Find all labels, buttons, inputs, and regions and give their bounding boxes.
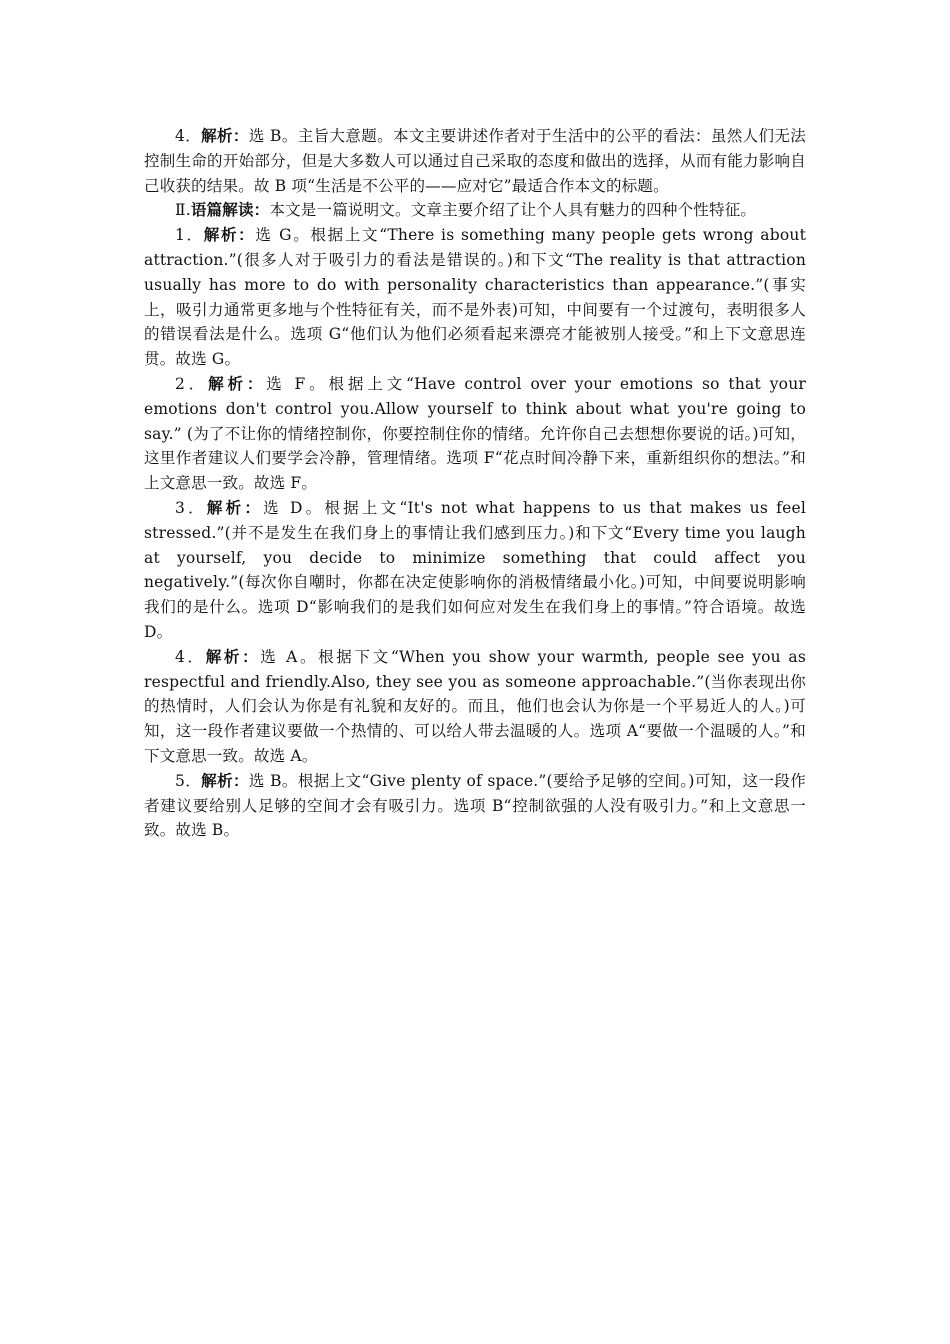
explanation-paragraph — [144, 223, 806, 372]
explanation-text: 选 F。根据上文“Have control over your emotions so that your emotions don't control you.Allow yourself to think about what you're going to say.” (为了不让你的情绪控制你，你要控制住你的情绪。允许你自己去想想你要说的话。)可知，这里作者建议人们要学会冷静，管理情绪。选项 F“花点时间冷静下来，重新组织你的想法。”和上文意思一致。故选 F。 — [144, 374, 806, 493]
explanation-paragraph — [144, 645, 806, 769]
explanation-paragraph — [144, 372, 806, 496]
explanation-text: 选 G。根据上文“There is something many people gets wrong about attraction.”(很多人对于吸引力的看法是错误的。)和下文“The reality is that attraction usually has more to do with personality characteristics than appearance.”(事实上，吸引力通常更多地与个性特征有关，而不是外表)可知，中间要有一个过渡句，表明很多人的错误看法是什么。选项 G“他们认为他们必须看起来漂亮才能被别人接受。”和上下文意思连贯。故选 G。 — [144, 226, 806, 369]
explanation-paragraph — [144, 124, 806, 198]
explanation-label: 解析： — [201, 771, 249, 790]
explanation-label: 解析： — [203, 226, 256, 245]
passage-summary-paragraph — [144, 198, 806, 223]
explanation-label: 解析： — [201, 127, 249, 145]
answer-explanations — [144, 124, 806, 843]
item-number: 4． — [175, 127, 202, 145]
explanation-paragraph — [144, 769, 806, 843]
explanation-text: 选 A。根据下文“When you show your warmth, people see you as respectful and friendly.Also, they see you as someone approachable.”(当你表现出你的热情时，人们会认为你是有礼貌和友好的。而且，他们也会认为你是一个平易近人的人。)可知，这一段作者建议要做一个热情的、可以给人带去温暖的人。选项 A“要做一个温暖的人。”和下文意思一致。故选 A。 — [144, 647, 806, 765]
explanation-text: 选 B。主旨大意题。本文主要讲述作者对于生活中的公平的看法：虽然人们无法控制生命的开始部分，但是大多数人可以通过自己采取的态度和做出的选择，从而有能力影响自己收获的结果。故 B 项“生活是不公平的——应对它”最适合作本文的标题。 — [144, 127, 806, 195]
item-number: 3． — [175, 498, 207, 517]
explanation-label: 解析： — [208, 374, 267, 393]
item-number: 4． — [175, 647, 206, 666]
item-number: 5． — [175, 771, 202, 790]
summary-label: 语篇解读： — [190, 201, 270, 220]
section-number: Ⅱ. — [175, 201, 191, 220]
explanation-text: 选 D。根据上文“It's not what happens to us that makes us feel stressed.”(并不是发生在我们身上的事情让我们感到压力。)和下文“Every time you laugh at yourself, you decide to minimize something that could affect you negatively.”(每次你自嘲时，你都在决定使影响你的消极情绪最小化。)可知，中间要说明影响我们的是什么。选项 D“影响我们的是我们如何应对发生在我们身上的事情。”符合语境。故选 D。 — [144, 498, 806, 641]
explanation-label: 解析： — [206, 498, 264, 517]
item-number: 1． — [175, 226, 204, 245]
item-number: 2． — [175, 374, 209, 393]
explanation-paragraph — [144, 496, 806, 645]
summary-text: 本文是一篇说明文。文章主要介绍了让个人具有魅力的四种个性特征。 — [269, 201, 757, 220]
explanation-text: 选 B。根据上文“Give plenty of space.”(要给予足够的空间。)可知，这一段作者建议要给别人足够的空间才会有吸引力。选项 B“控制欲强的人没有吸引力。”和上文意思一致。故选 B。 — [144, 771, 806, 840]
explanation-label: 解析： — [205, 647, 261, 666]
